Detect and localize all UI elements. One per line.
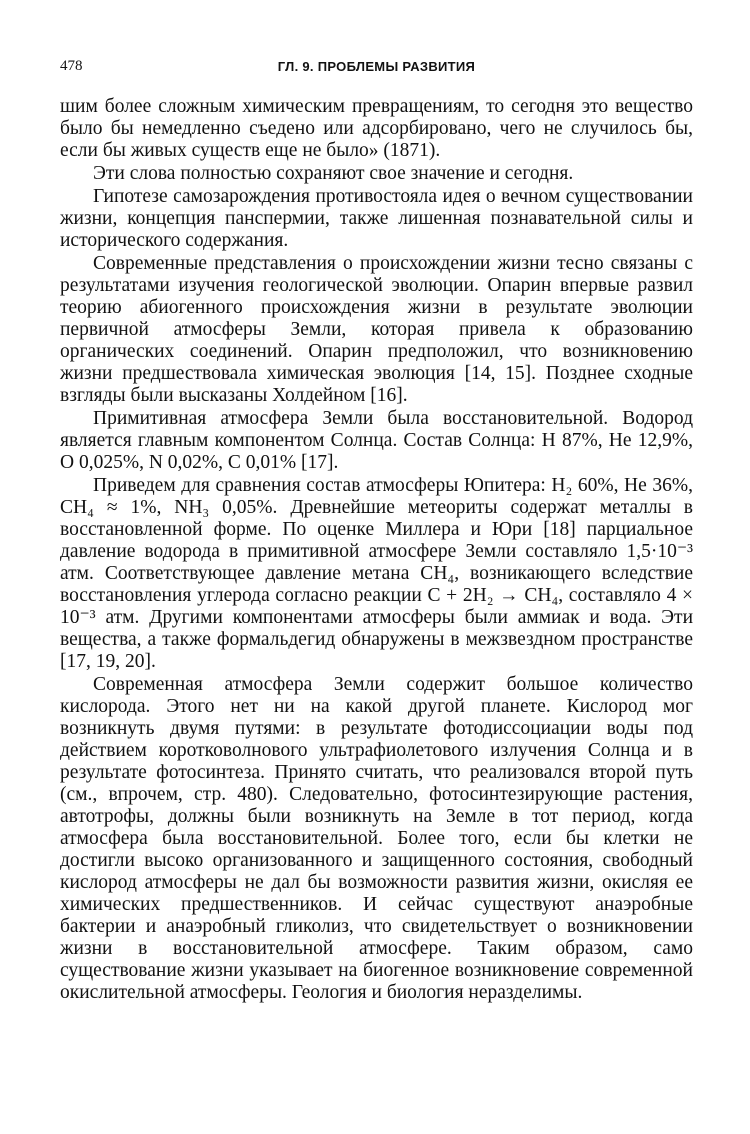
paragraph: Эти слова полностью сохраняют свое значение и сегодня. [93, 163, 574, 184]
running-head: ГЛ. 9. ПРОБЛЕМЫ РАЗВИТИЯ [277, 59, 476, 74]
paragraph: Приведем для сравнения состав атмосферы Юпитера: H₂ 60%, He 36%, CH₄ ≈ 1%, NH₃ 0,05%. Древнейшие метеориты содержат металлы в восстановленной форме. По оценке Миллера и Юри [18] парциальное давление водорода в примитивной атмосфере Земли составляло 1,5·10⁻³ атм. Соответствующее давление метана CH₄, возникающего вследствие восстановления углерода согласно реакции C + 2H₂ → CH₄, составляло 4 × 10⁻³ атм. Другими компонентами атмосферы были аммиак и вода. Эти вещества, а также формальдегид обнаружены в межзвездном пространстве [17, 19, 20]. [60, 475, 693, 672]
paragraph: Современная атмосфера Земли содержит большое количество кислорода. Этого нет ни на какой другой планете. Кислород мог возникнуть двумя путями: в результате фотодиссоциации воды под действием коротковолнового ультрафиолетового излучения Солнца и в результате фотосинтеза. Принято считать, что реализовался второй путь (см., впрочем, стр. 480). Следовательно, фотосинтезирующие растения, автотрофы, должны были возникнуть на Земле в тот период, когда атмосфера была восстановительной. Более того, если бы клетки не достигли высоко организованного и защищенного состояния, свободный кислород атмосферы не дал бы возможности развития жизни, окисляя ее химических предшественников. И сейчас существуют анаэробные бактерии и анаэробный гликолиз, что свидетельствует о возникновении жизни в восстановительной атмосфере. Таким образом, само существование жизни указывает на биогенное возникновение современной окислительной атмосферы. Геология и биология неразделимы. [60, 674, 693, 1003]
paragraph-continued-quote: шим более сложным химическим превращениям, то сегодня это вещество было бы немедленно съедено или адсорбировано, чего не случилось бы, если бы живых существ еще не было» (1871). [60, 96, 693, 161]
paragraph: Современные представления о происхождении жизни тесно связаны с результатами изучения геологической эволюции. Опарин впервые развил теорию абиогенного происхождения жизни в результате эволюции первичной атмосферы Земли, которая привела к образованию органических соединений. Опарин предположил, что возникновению жизни предшествовала химическая эволюция [14, 15]. Позднее сходные взгляды были высказаны Холдейном [16]. [60, 253, 693, 406]
paragraph: Примитивная атмосфера Земли была восстановительной. Водород является главным компонентом Солнца. Состав Солнца: H 87%, He 12,9%, O 0,025%, N 0,02%, C 0,01% [17]. [60, 408, 693, 473]
page-header [60, 58, 693, 78]
page-number: 478 [60, 58, 83, 74]
paragraph: Гипотезе самозарождения противостояла идея о вечном существовании жизни, концепция панспермии, также лишенная познавательной силы и исторического содержания. [60, 186, 693, 251]
body-text [60, 96, 693, 1005]
